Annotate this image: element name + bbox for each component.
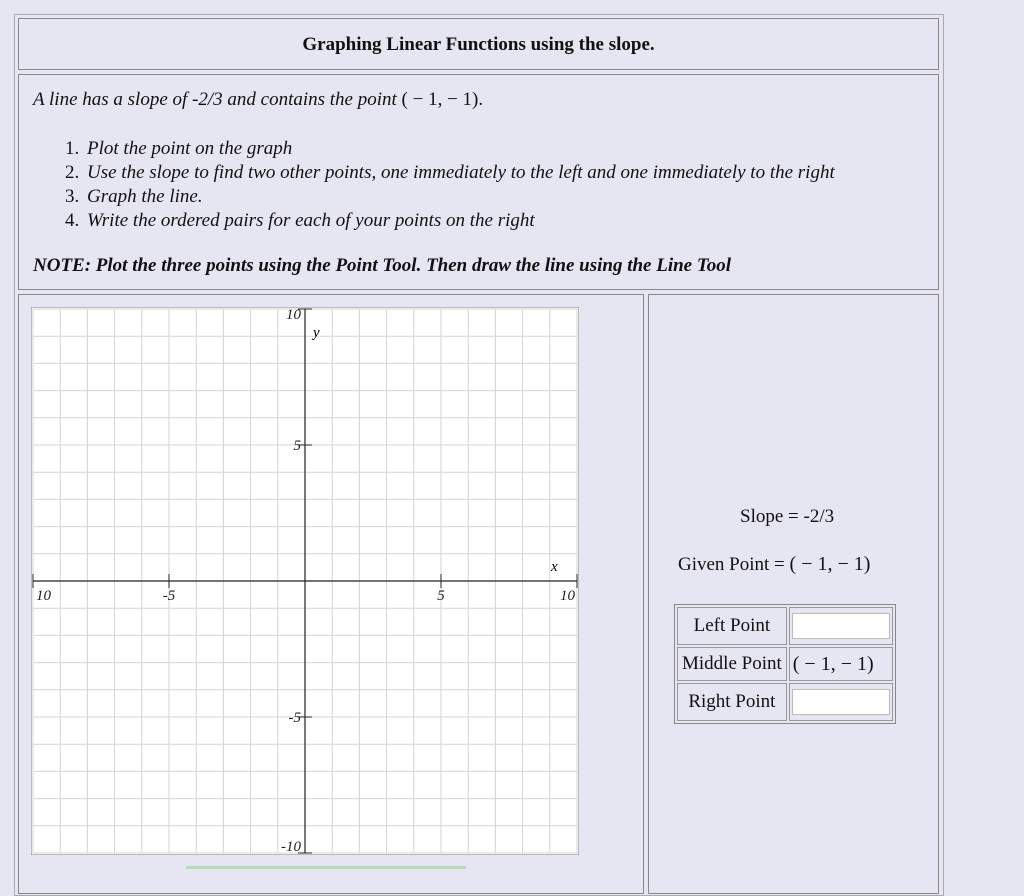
title-cell [18, 18, 939, 70]
table-row [677, 683, 893, 721]
y-tick-label: 5 [293, 438, 301, 454]
given-point-value: ( − 1, − 1) [789, 553, 871, 575]
middle-point-value: ( − 1, − 1) [789, 647, 893, 681]
middle-point-label: Middle Point [677, 647, 787, 681]
step-item: 3. Graph the line. [65, 186, 203, 207]
step-item: 2. Use the slope to find two other points, one immediately to the left and one immediately to the right [65, 162, 835, 183]
x-tick-label: -5 [162, 588, 176, 604]
given-point-label: Given Point = [678, 554, 785, 575]
left-point-cell [789, 607, 893, 645]
right-point-label: Right Point [677, 683, 787, 721]
answer-cell [648, 294, 939, 894]
given-point [678, 553, 870, 576]
y-axis-label: y [313, 325, 320, 341]
x-tick-label: 5 [437, 588, 445, 604]
right-point-cell [789, 683, 893, 721]
step-item: 1. Plot the point on the graph [65, 138, 293, 159]
left-point-input[interactable] [792, 613, 890, 639]
y-tick-label: -5 [288, 710, 301, 726]
y-tick-label: -10 [281, 839, 301, 855]
step-item: 4. Write the ordered pairs for each of your points on the right [65, 210, 535, 231]
slope-text: Slope = -2/3 [740, 506, 835, 527]
steps-list [65, 137, 835, 233]
graph-area[interactable] [31, 307, 579, 855]
right-point-input[interactable] [792, 689, 890, 715]
table-row [677, 647, 893, 681]
x-tick-label: 10 [36, 588, 51, 604]
note-text: NOTE: Plot the three points using the Point Tool. Then draw the line using the Line Tool [33, 255, 732, 276]
x-axis-label: x [551, 559, 558, 575]
points-table [674, 604, 896, 724]
problem-cell [18, 74, 939, 290]
problem-text: A line has a slope of -2/3 and contains the point [33, 89, 397, 110]
table-row [677, 607, 893, 645]
page-title: Graphing Linear Functions using the slope. [302, 34, 655, 55]
x-tick-label: 10 [560, 588, 575, 604]
y-tick-label: 10 [286, 307, 301, 323]
problem-statement [33, 89, 483, 111]
left-point-label: Left Point [677, 607, 787, 645]
coordinate-graph[interactable] [31, 307, 579, 855]
problem-point: ( − 1, − 1). [401, 89, 484, 110]
